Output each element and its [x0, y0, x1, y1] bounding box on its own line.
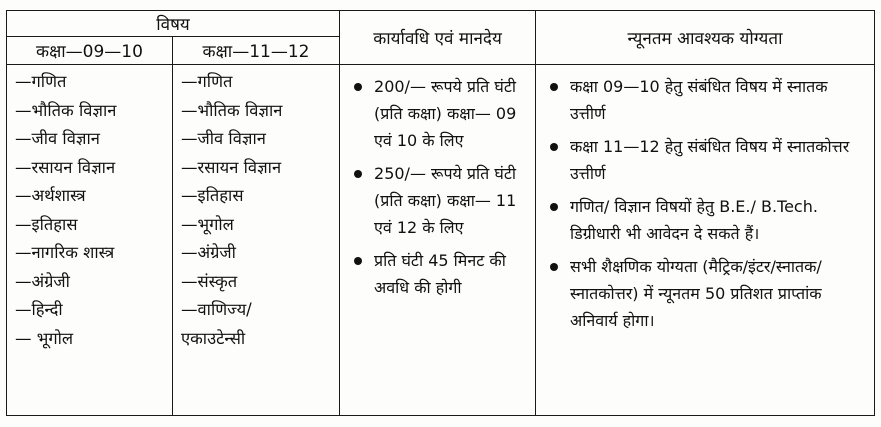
header-qualification: न्यूनतम आवश्यक योग्यता — [536, 11, 875, 65]
duration-point: प्रति घंटी 45 मिनट की अवधि की होगी — [350, 247, 529, 301]
subject-item: —भौतिक विज्ञान — [181, 100, 283, 120]
qualification-point: कक्षा 11—12 हेतु संबंधित विषय में स्नातकोत्तर उत्तीर्ण — [546, 133, 868, 187]
subject-item: —संस्कृत — [181, 271, 238, 291]
header-class-11-12: कक्षा—11—12 — [173, 37, 340, 65]
eligibility-table — [6, 10, 875, 416]
qualification-point: सभी शैक्षणिक योग्यता (मैट्रिक/इंटर/स्नातक/ स्नातकोत्तर) में न्यूनतम 50 प्रतिशत प्राप्तांक अनिवार्य होगा। — [546, 253, 868, 334]
subject-item: —अंग्रेजी — [15, 271, 70, 291]
subject-item: —गणित — [15, 72, 67, 91]
subjects-11-12-cell — [173, 65, 340, 416]
duration-point: 200/— रूपये प्रति घंटी (प्रति कक्षा) कक्षा— 09 एवं 10 के लिए — [350, 73, 529, 154]
subject-item: —इतिहास — [181, 186, 244, 205]
subject-item: एकाउटेन्सी — [181, 328, 246, 348]
subject-item: —भूगोल — [181, 214, 234, 234]
header-duration-fee: कार्यावधि एवं मानदेय — [340, 11, 536, 65]
subjects-9-10-cell — [7, 65, 173, 416]
subject-item: —नागरिक शास्त्र — [15, 243, 115, 262]
subject-item: — भूगोल — [15, 328, 74, 348]
duration-list — [340, 65, 535, 301]
qualification-list — [536, 65, 874, 334]
subject-item: —अर्थशास्त्र — [15, 186, 86, 205]
subject-item: —हिन्दी — [15, 300, 63, 319]
header-subject: विषय — [7, 11, 340, 37]
subject-item: —जीव विज्ञान — [181, 129, 266, 148]
duration-fee-cell — [340, 65, 536, 416]
eligibility-table-frame — [6, 10, 874, 416]
subject-item: —वाणिज्य/ — [181, 300, 252, 319]
qualification-point: कक्षा 09—10 हेतु संबंधित विषय में स्नातक उत्तीर्ण — [546, 73, 868, 127]
subject-item: —रसायन विज्ञान — [15, 157, 116, 177]
header-class-9-10: कक्षा—09—10 — [7, 37, 173, 65]
subject-item: —रसायन विज्ञान — [181, 157, 282, 177]
qualification-cell — [536, 65, 875, 416]
subject-item: —गणित — [181, 72, 233, 91]
duration-point: 250/— रूपये प्रति घंटी (प्रति कक्षा) कक्षा— 11 एवं 12 के लिए — [350, 160, 529, 241]
qualification-point: गणित/ विज्ञान विषयों हेतु B.E./ B.Tech. डिग्रीधारी भी आवेदन दे सकते हैं। — [546, 193, 868, 247]
subject-item: —भौतिक विज्ञान — [15, 100, 117, 120]
subject-item: —इतिहास — [15, 214, 78, 234]
subject-item: —अंग्रेजी — [181, 243, 236, 262]
subject-item: —जीव विज्ञान — [15, 129, 100, 148]
